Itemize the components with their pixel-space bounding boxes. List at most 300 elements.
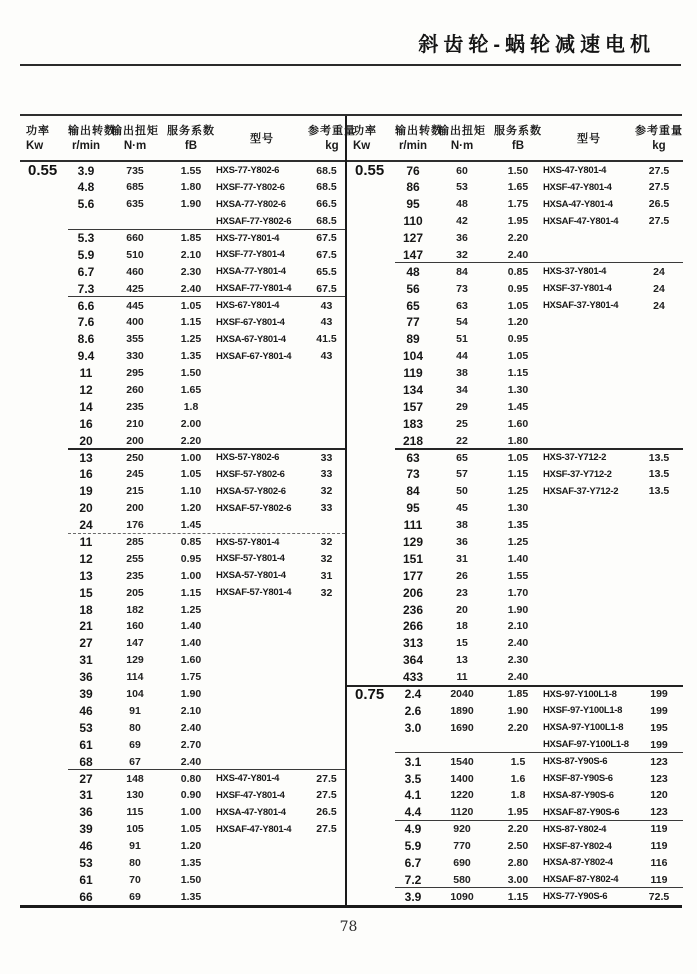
weight-value: 13.5 [648,468,670,481]
output-torque-value: 36 [456,232,468,244]
service-factor-value: 1.30 [507,384,529,397]
model-number: HXS-47-Y801-4 [543,165,607,176]
header-model: 型号 [577,132,601,145]
output-torque-value: 50 [456,485,468,498]
table-row [347,196,683,213]
output-speed-value: 313 [402,636,424,651]
section-divider [68,448,345,450]
section-divider [68,769,345,770]
service-factor-value: 0.95 [507,333,529,346]
service-factor-value: 1.90 [507,704,529,717]
output-torque-value: 330 [126,350,144,363]
page-number: 78 [339,919,358,936]
output-torque-value: 580 [453,873,471,886]
output-speed-value: 36 [79,670,93,685]
table-row [347,398,683,415]
output-speed-value: 2.4 [404,687,422,702]
service-factor-value: 2.30 [507,654,529,667]
model-number: HXSA-47-Y801-4 [216,806,286,818]
power-value: 0.55 [28,162,58,179]
output-torque-value: 69 [129,738,141,751]
service-factor-value: 1.65 [180,384,202,397]
table-row [20,703,345,720]
service-factor-value: 1.70 [507,586,529,599]
output-torque-value: 13 [456,654,468,667]
model-number: HXSAF-57-Y801-4 [216,587,292,599]
service-factor-value: 1.25 [507,485,529,498]
table-row [347,263,683,280]
weight-value: 27.5 [648,215,670,228]
service-factor-value: 1.45 [180,519,202,532]
output-speed-value: 6.6 [77,298,95,313]
output-torque-value: 31 [456,552,468,565]
right-table-body [347,162,683,905]
output-speed-value: 21 [79,619,93,634]
weight-value: 27.5 [648,181,670,194]
model-number: HXSAF-57-Y802-6 [216,502,292,514]
service-factor-value: 1.30 [507,502,529,515]
service-factor-value: 2.40 [180,721,202,734]
output-speed-value: 4.1 [404,788,422,803]
output-torque-value: 148 [126,772,144,785]
service-factor-value: 1.05 [507,299,529,312]
table-row [20,162,345,179]
output-speed-value: 16 [79,416,93,431]
table-row [347,550,683,567]
service-factor-value: 1.80 [507,434,529,447]
table-row [347,804,683,821]
spec-table [20,114,682,908]
table-row [347,601,683,618]
table-row [347,246,683,263]
service-factor-value: 1.35 [180,856,202,869]
model-number: HXSAF-87-Y90S-6 [543,806,620,818]
output-torque-value: 70 [129,873,141,886]
output-speed-value: 4.8 [77,180,95,195]
table-row [20,466,345,483]
output-speed-value: 13 [79,568,93,583]
output-torque-value: 770 [453,840,471,853]
output-speed-value: 56 [406,281,420,296]
weight-value: 31 [320,569,333,582]
service-factor-value: 1.40 [180,637,202,650]
service-factor-value: 1.35 [180,890,202,903]
service-factor-value: 1.45 [507,400,529,413]
table-row [20,787,345,804]
output-torque-value: 69 [129,890,141,903]
output-speed-value: 433 [402,670,424,685]
output-torque-value: 260 [126,384,144,397]
service-factor-value: 0.95 [180,552,202,565]
section-divider [395,887,683,888]
output-torque-value: 1690 [450,721,474,734]
output-speed-value: 3.0 [404,720,422,735]
output-speed-value: 14 [79,399,93,414]
table-row [347,348,683,365]
output-torque-value: 104 [126,688,144,701]
section-divider [395,752,683,753]
weight-value: 65.5 [316,265,337,278]
output-torque-value: 1220 [450,789,474,802]
output-torque-value: 105 [126,823,144,836]
service-factor-value: 2.10 [180,704,202,717]
weight-value: 43 [320,316,333,329]
table-row [20,686,345,703]
service-factor-value: 1.15 [180,586,202,599]
output-torque-value: 295 [126,367,144,380]
section-divider [395,262,683,263]
output-torque-value: 11 [456,671,468,684]
service-factor-value: 2.50 [507,840,529,853]
table-row [20,601,345,618]
table-row [347,719,683,736]
table-row [20,432,345,449]
model-number: HXSF-37-Y712-2 [543,468,612,480]
weight-value: 33 [320,468,333,481]
weight-value: 199 [650,738,668,751]
service-factor-value: 2.30 [180,265,202,278]
output-speed-value: 110 [403,214,423,229]
table-row [20,230,345,247]
table-row [347,787,683,804]
output-torque-value: 84 [456,265,468,278]
power-value: 0.75 [355,685,385,703]
model-number: HXSF-97-Y100L1-8 [543,705,623,717]
service-factor-value: 2.10 [507,620,529,633]
output-torque-value: 15 [456,637,468,650]
weight-value: 32 [320,586,333,599]
service-factor-value: 2.10 [180,248,202,261]
table-row [20,821,345,838]
output-speed-value: 27 [79,636,93,651]
output-speed-value: 86 [406,180,420,195]
service-factor-value: 1.20 [180,502,202,515]
output-torque-value: 130 [126,789,144,802]
header-output-speed: 输出转数 r/min [68,124,116,152]
service-factor-value: 1.00 [180,806,202,819]
service-factor-value: 1.40 [180,620,202,633]
table-row [20,753,345,770]
service-factor-value: 2.40 [507,637,529,650]
model-number: HXS-37-Y712-2 [543,452,607,464]
right-table [347,116,683,905]
output-torque-value: 114 [126,671,144,684]
service-factor-value: 1.25 [180,603,202,616]
output-speed-value: 7.2 [404,872,422,887]
output-torque-value: 425 [126,282,144,295]
weight-value: 26.5 [648,198,670,211]
service-factor-value: 1.85 [507,688,529,701]
output-speed-value: 89 [406,332,420,347]
output-torque-value: 147 [126,637,144,650]
table-section [347,753,683,821]
table-row [20,331,345,348]
service-factor-value: 1.65 [507,181,529,194]
weight-value: 119 [650,823,668,836]
table-row [20,838,345,855]
service-factor-value: 1.90 [507,603,529,616]
header-model: 型号 [250,132,274,145]
title-rule [20,64,681,66]
table-row [20,871,345,888]
table-row [347,567,683,584]
service-factor-value: 1.00 [180,569,202,582]
table-row [347,871,683,888]
header-output-speed: 输出转数 r/min [395,124,443,152]
table-row [20,618,345,635]
table-row [20,179,345,196]
output-speed-value: 31 [79,653,93,668]
output-speed-value: 12 [79,551,93,566]
output-speed-value: 11 [79,535,93,550]
table-row [347,483,683,500]
section-divider [68,533,345,534]
output-speed-value: 206 [402,585,424,600]
output-speed-value: 15 [79,585,93,600]
service-factor-value: 0.85 [507,265,529,278]
model-number: HXSAF-67-Y801-4 [216,350,292,362]
output-torque-value: 45 [456,502,468,515]
weight-value: 33 [320,451,333,464]
table-row [347,449,683,466]
output-speed-value: 46 [79,839,93,854]
model-number: HXS-77-Y802-6 [216,165,280,176]
table-row [347,888,683,905]
output-torque-value: 18 [456,620,468,633]
model-number: HXSA-87-Y90S-6 [543,789,614,801]
model-number: HXSAF-37-Y801-4 [543,300,619,312]
output-torque-value: 690 [453,856,471,869]
weight-value: 26.5 [316,806,337,819]
output-speed-value: 19 [79,484,93,499]
output-speed-value: 48 [406,264,420,279]
model-number: HXSA-77-Y802-6 [216,198,286,210]
table-section [20,449,345,533]
table-row [20,517,345,534]
weight-value: 43 [320,350,333,363]
service-factor-value: 1.60 [507,417,529,430]
model-number: HXSAF-77-Y801-4 [216,283,292,295]
output-torque-value: 38 [456,367,468,380]
output-torque-value: 660 [126,232,144,244]
model-number: HXSAF-47-Y801-4 [216,823,292,835]
weight-value: 119 [650,873,668,886]
output-speed-value: 39 [79,687,93,702]
table-row [20,534,345,551]
output-torque-value: 63 [456,299,468,312]
output-speed-value: 95 [406,501,420,516]
output-torque-value: 210 [126,417,144,430]
output-torque-value: 685 [126,181,144,194]
table-row [347,753,683,770]
output-speed-value: 46 [79,703,93,718]
table-row [347,500,683,517]
header-output-torque: 输出扭矩 N·m [111,124,159,152]
table-section [347,263,683,449]
weight-value: 32 [320,536,333,549]
service-factor-value: 1.05 [180,823,202,836]
output-torque-value: 57 [456,468,468,481]
weight-value: 72.5 [648,890,670,903]
table-row [20,669,345,686]
output-torque-value: 129 [126,654,144,667]
output-speed-value: 12 [79,383,93,398]
output-torque-value: 38 [456,519,468,532]
table-row [347,280,683,297]
table-section [347,162,683,263]
table-header [347,116,683,162]
model-number: HXSF-57-Y802-6 [216,468,285,480]
model-number: HXSF-37-Y801-4 [543,283,612,295]
output-speed-value: 16 [79,467,93,482]
output-torque-value: 400 [126,316,144,329]
service-factor-value: 0.85 [180,536,202,549]
service-factor-value: 1.95 [507,215,529,228]
table-section [20,534,345,770]
output-torque-value: 2040 [450,688,474,701]
output-speed-value: 177 [402,568,424,583]
table-row [347,703,683,720]
output-speed-value: 13 [79,450,93,465]
service-factor-value: 1.90 [180,198,202,211]
output-torque-value: 36 [456,536,468,549]
output-speed-value: 65 [406,298,420,313]
output-speed-value: 61 [79,737,93,752]
output-speed-value: 4.4 [404,805,422,820]
table-row [20,567,345,584]
table-row [20,280,345,297]
model-number: HXS-67-Y801-4 [216,300,280,312]
output-torque-value: 735 [126,164,144,177]
output-speed-value: 134 [402,383,424,398]
service-factor-value: 1.55 [507,569,529,582]
service-factor-value: 2.80 [507,856,529,869]
model-number: HXS-97-Y100L1-8 [543,688,617,700]
table-row [347,652,683,669]
header-service-factor: 服务系数 fB [167,124,215,152]
weight-value: 67.5 [316,282,337,295]
output-torque-value: 182 [126,603,144,616]
service-factor-value: 1.75 [180,671,202,684]
service-factor-value: 1.55 [180,164,202,177]
service-factor-value: 2.00 [180,417,202,430]
output-speed-value: 2.6 [404,703,422,718]
output-torque-value: 235 [126,400,144,413]
output-torque-value: 32 [456,248,468,261]
service-factor-value: 1.50 [180,367,202,380]
service-factor-value: 1.20 [507,316,529,329]
service-factor-value: 1.05 [180,299,202,312]
left-table-body [20,162,345,905]
output-torque-value: 1400 [450,772,474,785]
table-row [347,618,683,635]
output-torque-value: 355 [126,333,144,346]
service-factor-value: 2.20 [507,721,529,734]
table-row [20,382,345,399]
output-torque-value: 34 [456,384,468,397]
model-number: HXSF-67-Y801-4 [216,316,285,328]
output-torque-value: 91 [129,704,141,717]
table-row [347,855,683,872]
output-torque-value: 91 [129,840,141,853]
output-speed-value: 27 [79,771,93,786]
table-row [20,635,345,652]
model-number: HXSF-77-Y802-6 [216,181,285,193]
output-speed-value: 266 [402,619,424,634]
weight-value: 24 [653,282,665,295]
output-speed-value: 18 [79,602,93,617]
output-speed-value: 3.5 [404,771,422,786]
output-torque-value: 1090 [450,890,474,903]
output-torque-value: 80 [129,721,141,734]
service-factor-value: 0.90 [180,789,202,802]
output-speed-value: 4.9 [404,822,422,837]
table-row [347,213,683,230]
table-row [20,483,345,500]
table-row [20,584,345,601]
output-speed-value: 36 [79,805,93,820]
output-torque-value: 1540 [450,755,474,768]
table-row [20,196,345,213]
model-number: HXSAF-97-Y100L1-8 [543,739,629,751]
table-row [20,804,345,821]
weight-value: 120 [650,789,668,802]
weight-value: 27.5 [316,772,337,785]
service-factor-value: 3.00 [507,873,529,886]
output-torque-value: 176 [126,519,144,532]
service-factor-value: 1.00 [180,451,202,464]
weight-value: 32 [320,485,333,498]
service-factor-value: 1.15 [507,890,529,903]
service-factor-value: 1.35 [180,350,202,363]
output-speed-value: 63 [406,450,420,465]
table-header [20,116,356,162]
model-number: HXS-57-Y802-6 [216,452,280,464]
header-power: 功率 Kw [26,124,50,152]
table-row [347,415,683,432]
model-number: HXSF-47-Y801-4 [216,789,285,801]
weight-value: 123 [650,806,668,819]
table-row [20,213,345,230]
table-row [20,719,345,736]
output-speed-value: 183 [402,416,424,431]
service-factor-value: 1.5 [510,755,526,768]
service-factor-value: 1.15 [180,316,202,329]
table-row [347,736,683,753]
weight-value: 66.5 [316,198,337,211]
output-speed-value: 127 [402,231,424,245]
weight-value: 195 [650,721,668,734]
service-factor-value: 2.20 [507,823,529,836]
service-factor-value: 1.15 [507,367,529,380]
table-section [20,162,345,230]
weight-value: 24 [653,299,665,312]
service-factor-value: 0.95 [507,282,529,295]
service-factor-value: 2.40 [507,248,529,261]
table-row [347,432,683,449]
model-number: HXSF-47-Y801-4 [543,181,612,193]
output-torque-value: 250 [126,451,144,464]
model-number: HXSA-57-Y801-4 [216,570,286,582]
service-factor-value: 2.20 [180,434,202,447]
table-row [20,348,345,365]
output-speed-value: 119 [403,366,423,381]
service-factor-value: 2.40 [180,755,202,768]
table-row [20,888,345,905]
service-factor-value: 1.75 [507,198,529,211]
model-number: HXSA-47-Y801-4 [543,198,613,210]
weight-value: 43 [320,299,333,312]
